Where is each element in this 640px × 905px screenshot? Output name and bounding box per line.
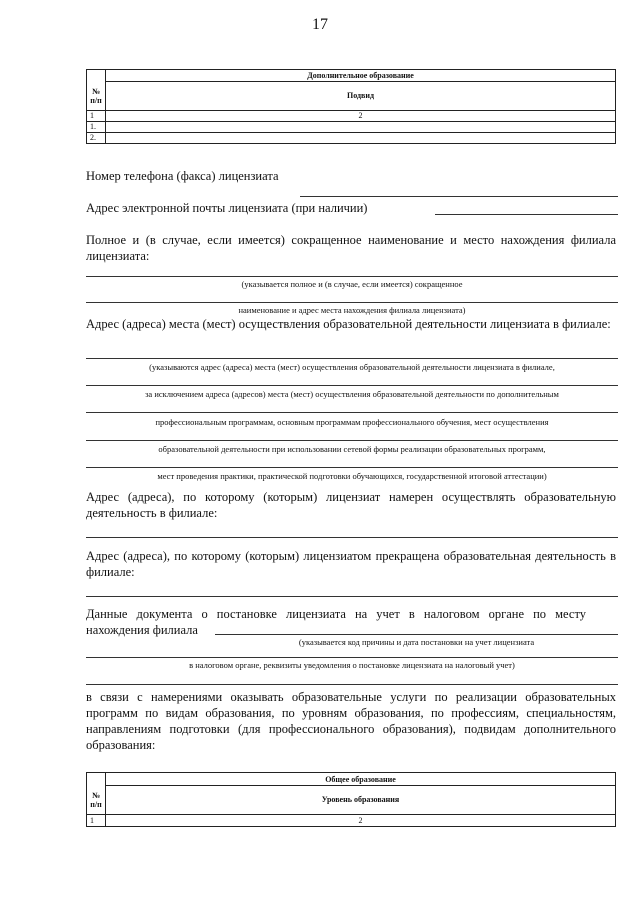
intended-address-label: Адрес (адреса), по которому (которым) лицензиат намерен осуществлять образовательную деятельность в филиале:	[86, 490, 616, 520]
activity-line-1	[86, 358, 618, 359]
col-name-header: Подвид	[106, 82, 616, 111]
table-header-row	[87, 786, 616, 815]
email-line	[435, 214, 618, 215]
cell-value: 2	[106, 814, 616, 826]
col-num-header: № п/п	[87, 786, 106, 815]
col-name-header: Уровень образования	[106, 786, 616, 815]
activity-hint-2: за исключением адреса (адресов) места (мест) осуществления образовательной деятельности по дополнительным	[145, 389, 559, 399]
phone-label: Номер телефона (факса) лицензиата	[86, 169, 279, 183]
email-label: Адрес электронной почты лицензиата (при наличии)	[86, 201, 368, 215]
activity-line-3	[86, 412, 618, 413]
terminated-address-line	[86, 596, 618, 597]
intentions-paragraph: в связи с намерениями оказывать образовательные услуги по реализации образовательных программ по видам образования, по уровням образования, по профессиям, специальностям, направлениям подготовки (для профессионального образования), подвидам дополнительного образования:	[86, 690, 616, 752]
table-row	[87, 814, 616, 826]
table-row	[87, 110, 616, 121]
intended-address-line	[86, 537, 618, 538]
cell-num: 1.	[87, 121, 106, 132]
activity-line-4	[86, 440, 618, 441]
activity-hint-1: (указываются адрес (адреса) места (мест) осуществления образовательной деятельности лицензиата в филиале,	[149, 362, 555, 372]
cell-num: 1	[87, 110, 106, 121]
phone-line	[300, 196, 618, 197]
activity-address-label: Адрес (адреса) места (мест) осуществления образовательной деятельности лицензиата в филиале:	[86, 317, 611, 331]
cell-value: 2	[106, 110, 616, 121]
terminated-address-label: Адрес (адреса), по которому (которым) лицензиатом прекращена образовательная деятельность в филиале:	[86, 549, 616, 579]
tax-doc-line-2	[86, 657, 618, 658]
activity-line-2	[86, 385, 618, 386]
tax-doc-label: Данные документа о постановке лицензиата на учет в налоговом органе по месту нахождения филиала	[86, 607, 586, 637]
branch-name-line-2	[86, 302, 618, 303]
branch-name-hint-2: наименование и адрес места нахождения филиала лицензиата)	[238, 305, 466, 315]
table-row	[87, 132, 616, 143]
table-title: Общее образование	[106, 773, 616, 786]
cell-num: 1	[87, 814, 106, 826]
cell-value	[106, 121, 616, 132]
tax-doc-line-3	[86, 684, 618, 685]
tax-hint-1: (указывается код причины и дата постановки на учет лицензиата	[298, 637, 535, 647]
activity-line-5	[86, 467, 618, 468]
branch-name-hint-1: (указывается полное и (в случае, если имеется) сокращенное	[241, 279, 463, 289]
activity-hint-4: образовательной деятельности при использовании сетевой формы реализации образовательных программ,	[158, 444, 546, 454]
activity-hint-5: мест проведения практики, практической подготовки обучающихся, государственной итоговой аттестации)	[157, 471, 547, 481]
branch-name-line-1	[86, 276, 618, 277]
table-title: Дополнительное образование	[106, 70, 616, 82]
general-education-table	[86, 772, 616, 827]
page-number: 17	[312, 16, 328, 33]
table-header-row	[87, 82, 616, 111]
cell-value	[106, 132, 616, 143]
activity-hint-3: профессиональным программам, основным программам профессионального обучения, мест осуществления	[155, 417, 549, 427]
table-title-row	[87, 70, 616, 82]
branch-name-label: Полное и (в случае, если имеется) сокращенное наименование и место нахождения филиала лицензиата:	[86, 233, 616, 263]
tax-hint-2: в налоговом органе, реквизиты уведомления о постановке лицензиата на налоговый учет)	[189, 660, 515, 670]
table-row	[87, 121, 616, 132]
cell-num: 2.	[87, 132, 106, 143]
tax-doc-line-1	[215, 634, 618, 635]
col-num-header: № п/п	[87, 82, 106, 111]
additional-education-table	[86, 69, 616, 144]
table-title-row	[87, 773, 616, 786]
